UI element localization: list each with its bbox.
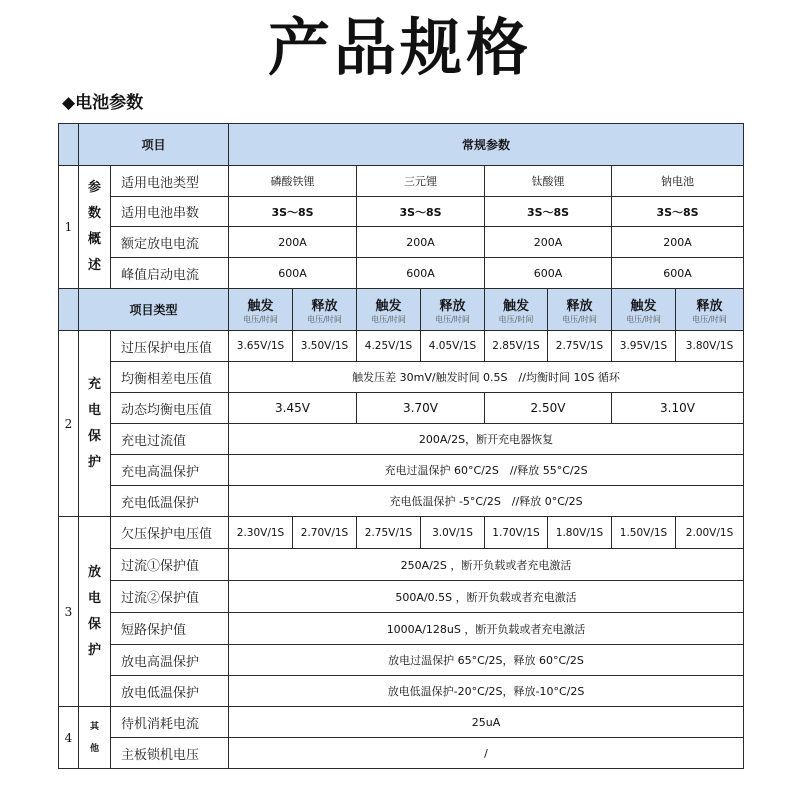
type-col: 触发 电压/时间 bbox=[229, 289, 293, 331]
cell: 200A/2S，断开充电器恢复 bbox=[229, 424, 744, 455]
cell: 3.10V bbox=[612, 393, 744, 424]
cell: 钠电池 bbox=[612, 166, 744, 197]
row-label: 动态均衡电压值 bbox=[111, 393, 229, 424]
type-col: 释放 电压/时间 bbox=[421, 289, 485, 331]
cell: 2.30V/1S bbox=[229, 517, 293, 549]
section-category: 其他 bbox=[79, 707, 111, 769]
page-title: 产品规格 bbox=[267, 11, 532, 84]
cell: 充电过温保护 60°C/2S //释放 55°C/2S bbox=[229, 455, 744, 486]
type-header-label: 项目类型 bbox=[79, 289, 229, 331]
cell: 3.80V/1S bbox=[676, 331, 744, 362]
cell: 200A bbox=[229, 227, 357, 258]
cell: 200A bbox=[485, 227, 612, 258]
cell: 3S～8S bbox=[229, 197, 357, 227]
section-heading: ◆电池参数 bbox=[62, 93, 144, 113]
cell: 3.0V/1S bbox=[421, 517, 485, 549]
header-index-cell bbox=[59, 124, 79, 166]
row-label: 充电过流值 bbox=[111, 424, 229, 455]
row-label: 过流①保护值 bbox=[111, 549, 229, 581]
type-header-index bbox=[59, 289, 79, 331]
type-col: 触发 电压/时间 bbox=[357, 289, 421, 331]
section-category: 充电保护 bbox=[79, 331, 111, 517]
row-label: 充电低温保护 bbox=[111, 486, 229, 517]
cell: 2.85V/1S bbox=[485, 331, 548, 362]
cell: 4.05V/1S bbox=[421, 331, 485, 362]
cell: 2.75V/1S bbox=[357, 517, 421, 549]
spec-table bbox=[58, 123, 744, 769]
cell: 600A bbox=[357, 258, 485, 289]
cell: 2.50V bbox=[485, 393, 612, 424]
cell: 3.65V/1S bbox=[229, 331, 293, 362]
row-label: 均衡相差电压值 bbox=[111, 362, 229, 393]
cell: 4.25V/1S bbox=[357, 331, 421, 362]
section-category: 参数概述 bbox=[79, 166, 111, 289]
cell: 500A/0.5S ，断开负载或者充电激活 bbox=[229, 581, 744, 613]
cell: 1.50V/1S bbox=[612, 517, 676, 549]
cell: / bbox=[229, 738, 744, 769]
type-col: 释放 电压/时间 bbox=[548, 289, 612, 331]
type-col: 释放 电压/时间 bbox=[293, 289, 357, 331]
header-params: 常规参数 bbox=[229, 124, 744, 166]
section-index: 3 bbox=[59, 517, 79, 707]
cell: 600A bbox=[229, 258, 357, 289]
row-label: 过压保护电压值 bbox=[111, 331, 229, 362]
cell: 3.95V/1S bbox=[612, 331, 676, 362]
cell: 3S～8S bbox=[357, 197, 485, 227]
cell: 1.70V/1S bbox=[485, 517, 548, 549]
cell: 200A bbox=[357, 227, 485, 258]
type-col: 触发 电压/时间 bbox=[612, 289, 676, 331]
row-label: 适用电池类型 bbox=[111, 166, 229, 197]
cell: 磷酸铁锂 bbox=[229, 166, 357, 197]
cell: 3S～8S bbox=[612, 197, 744, 227]
cell: 放电低温保护-20°C/2S，释放-10°C/2S bbox=[229, 676, 744, 707]
type-col: 释放 电压/时间 bbox=[676, 289, 744, 331]
row-label: 待机消耗电流 bbox=[111, 707, 229, 738]
cell: 放电过温保护 65°C/2S，释放 60°C/2S bbox=[229, 645, 744, 676]
section-category: 放电保护 bbox=[79, 517, 111, 707]
cell: 25uA bbox=[229, 707, 744, 738]
row-label: 短路保护值 bbox=[111, 613, 229, 645]
cell: 3S～8S bbox=[485, 197, 612, 227]
type-col: 触发 电压/时间 bbox=[485, 289, 548, 331]
row-label: 主板锁机电压 bbox=[111, 738, 229, 769]
cell: 200A bbox=[612, 227, 744, 258]
row-label: 过流②保护值 bbox=[111, 581, 229, 613]
row-label: 额定放电电流 bbox=[111, 227, 229, 258]
cell: 1.80V/1S bbox=[548, 517, 612, 549]
row-label: 充电高温保护 bbox=[111, 455, 229, 486]
row-label: 峰值启动电流 bbox=[111, 258, 229, 289]
cell: 三元锂 bbox=[357, 166, 485, 197]
cell: 3.50V/1S bbox=[293, 331, 357, 362]
cell: 充电低温保护 -5°C/2S //释放 0°C/2S bbox=[229, 486, 744, 517]
cell: 2.70V/1S bbox=[293, 517, 357, 549]
cell: 600A bbox=[485, 258, 612, 289]
cell: 250A/2S ，断开负载或者充电激活 bbox=[229, 549, 744, 581]
row-label: 适用电池串数 bbox=[111, 197, 229, 227]
cell: 触发压差 30mV/触发时间 0.5S //均衡时间 10S 循环 bbox=[229, 362, 744, 393]
cell: 3.70V bbox=[357, 393, 485, 424]
cell: 1000A/128uS ，断开负载或者充电激活 bbox=[229, 613, 744, 645]
section-index: 1 bbox=[59, 166, 79, 289]
row-label: 放电低温保护 bbox=[111, 676, 229, 707]
cell: 600A bbox=[612, 258, 744, 289]
section-index: 2 bbox=[59, 331, 79, 517]
cell: 2.75V/1S bbox=[548, 331, 612, 362]
cell: 3.45V bbox=[229, 393, 357, 424]
row-label: 放电高温保护 bbox=[111, 645, 229, 676]
row-label: 欠压保护电压值 bbox=[111, 517, 229, 549]
header-item: 项目 bbox=[79, 124, 229, 166]
section-index: 4 bbox=[59, 707, 79, 769]
cell: 2.00V/1S bbox=[676, 517, 744, 549]
cell: 钛酸锂 bbox=[485, 166, 612, 197]
